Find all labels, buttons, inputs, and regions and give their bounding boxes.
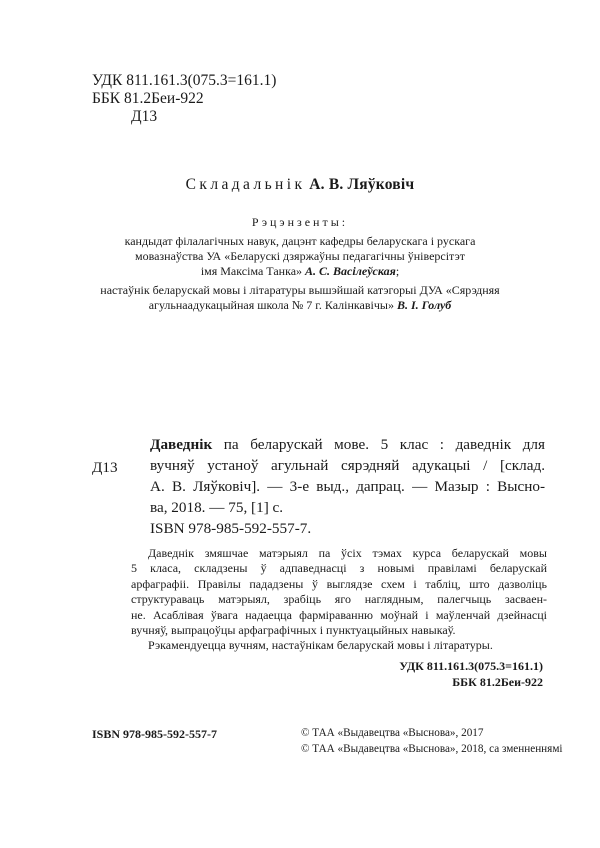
footer-bbk: ББК 81.2Беи-922 [452,675,543,689]
copyright-2018: © ТАА «Выдавецтва «Выснова», 2018, са зменненнямі [301,743,563,755]
annotation-line: структураваць матэрыял, зрабіць яго наглядным, палегчыць засваен- [131,592,547,607]
bib-line-2: вучняў устаноў агульнай сярэдняй адукацыі / [склад. [150,457,545,474]
reviewer2-line1: настаўнік беларускай мовы і літаратуры вышэйшай катэгорыі ДУА «Сярэдняя [100,283,500,297]
annotation-line: не. Асаблівая ўвага надаецца фарміраванню моўнай і маўленчай дзейнасці [131,607,547,622]
bib-title-rest: па беларускай мове. 5 клас : даведнік для [223,436,545,453]
bib-line-3: А. В. Ляўковіч]. — 3-е выд., дапрац. — Мазыр : Выcно- [150,478,545,495]
reviewer1-separator: ; [395,264,400,278]
reviewer1-affiliation-end: імя Максіма Танка» [200,264,303,278]
compiler-label: Складальнік [185,176,306,193]
annotation-line: вучняў, выпрацоўцы арфаграфічных і пунктуацыйных навыкаў. [131,623,456,638]
bib-author-mark: Д13 [92,459,118,476]
bib-line-4: ва, 2018. — 75, [1] с. [150,499,284,516]
compiler-line [0,176,600,194]
annotation-line: 5 класа, складзены ў адпаведнасці з новымі правіламі беларускай [131,561,547,576]
recommendation: Рэкамендуецца вучням, настаўнікам беларускай мовы і літаратуры. [148,638,493,653]
reviewer2-name: В. І. Голуб [396,298,452,312]
bib-title: Даведнік [150,436,213,453]
reviewer1-line1: кандыдат філалагічных навук, дацэнт кафедры беларускага і рускага [124,234,476,248]
reviewer2-line2 [0,298,600,313]
reviewer1-line2: мовазнаўства УА «Беларускі дзяржаўны педагагічны ўніверсітэт [135,249,465,263]
footer-udk: УДК 811.161.3(075.3=161.1) [399,659,543,673]
udk-code: УДК 811.161.3(075.3=161.1) [92,72,277,89]
compiler-name: А. В. Ляўковіч [309,176,415,193]
copyright-2017: © ТАА «Выдавецтва «Выснова», 2017 [301,727,484,739]
bbk-code: ББК 81.2Беи-922 [92,90,204,107]
annotation-line: арфаграфіі. Правілы пададзены ў выглядзе схем і табліц, што дазволіць [131,576,547,591]
annotation-line: Даведнік змяшчае матэрыял па ўсіх тэмах курса беларускай мовы [148,546,547,560]
reviewer1-line3 [0,264,600,279]
annotation [131,546,547,654]
author-mark: Д13 [131,108,158,125]
bib-line-1 [150,434,545,455]
bibliographic-record [150,434,545,539]
reviewer2-affiliation-end: агульнаадукацыйная школа № 7 г. Калінкавічы» [148,298,394,312]
reviewer1-name: А. С. Васілеўская [305,264,396,278]
bib-isbn: ISBN 978-985-592-557-7. [150,520,312,537]
reviewers-title: Рэцэнзенты: [251,215,349,229]
footer-isbn: ISBN 978-985-592-557-7 [92,727,217,741]
